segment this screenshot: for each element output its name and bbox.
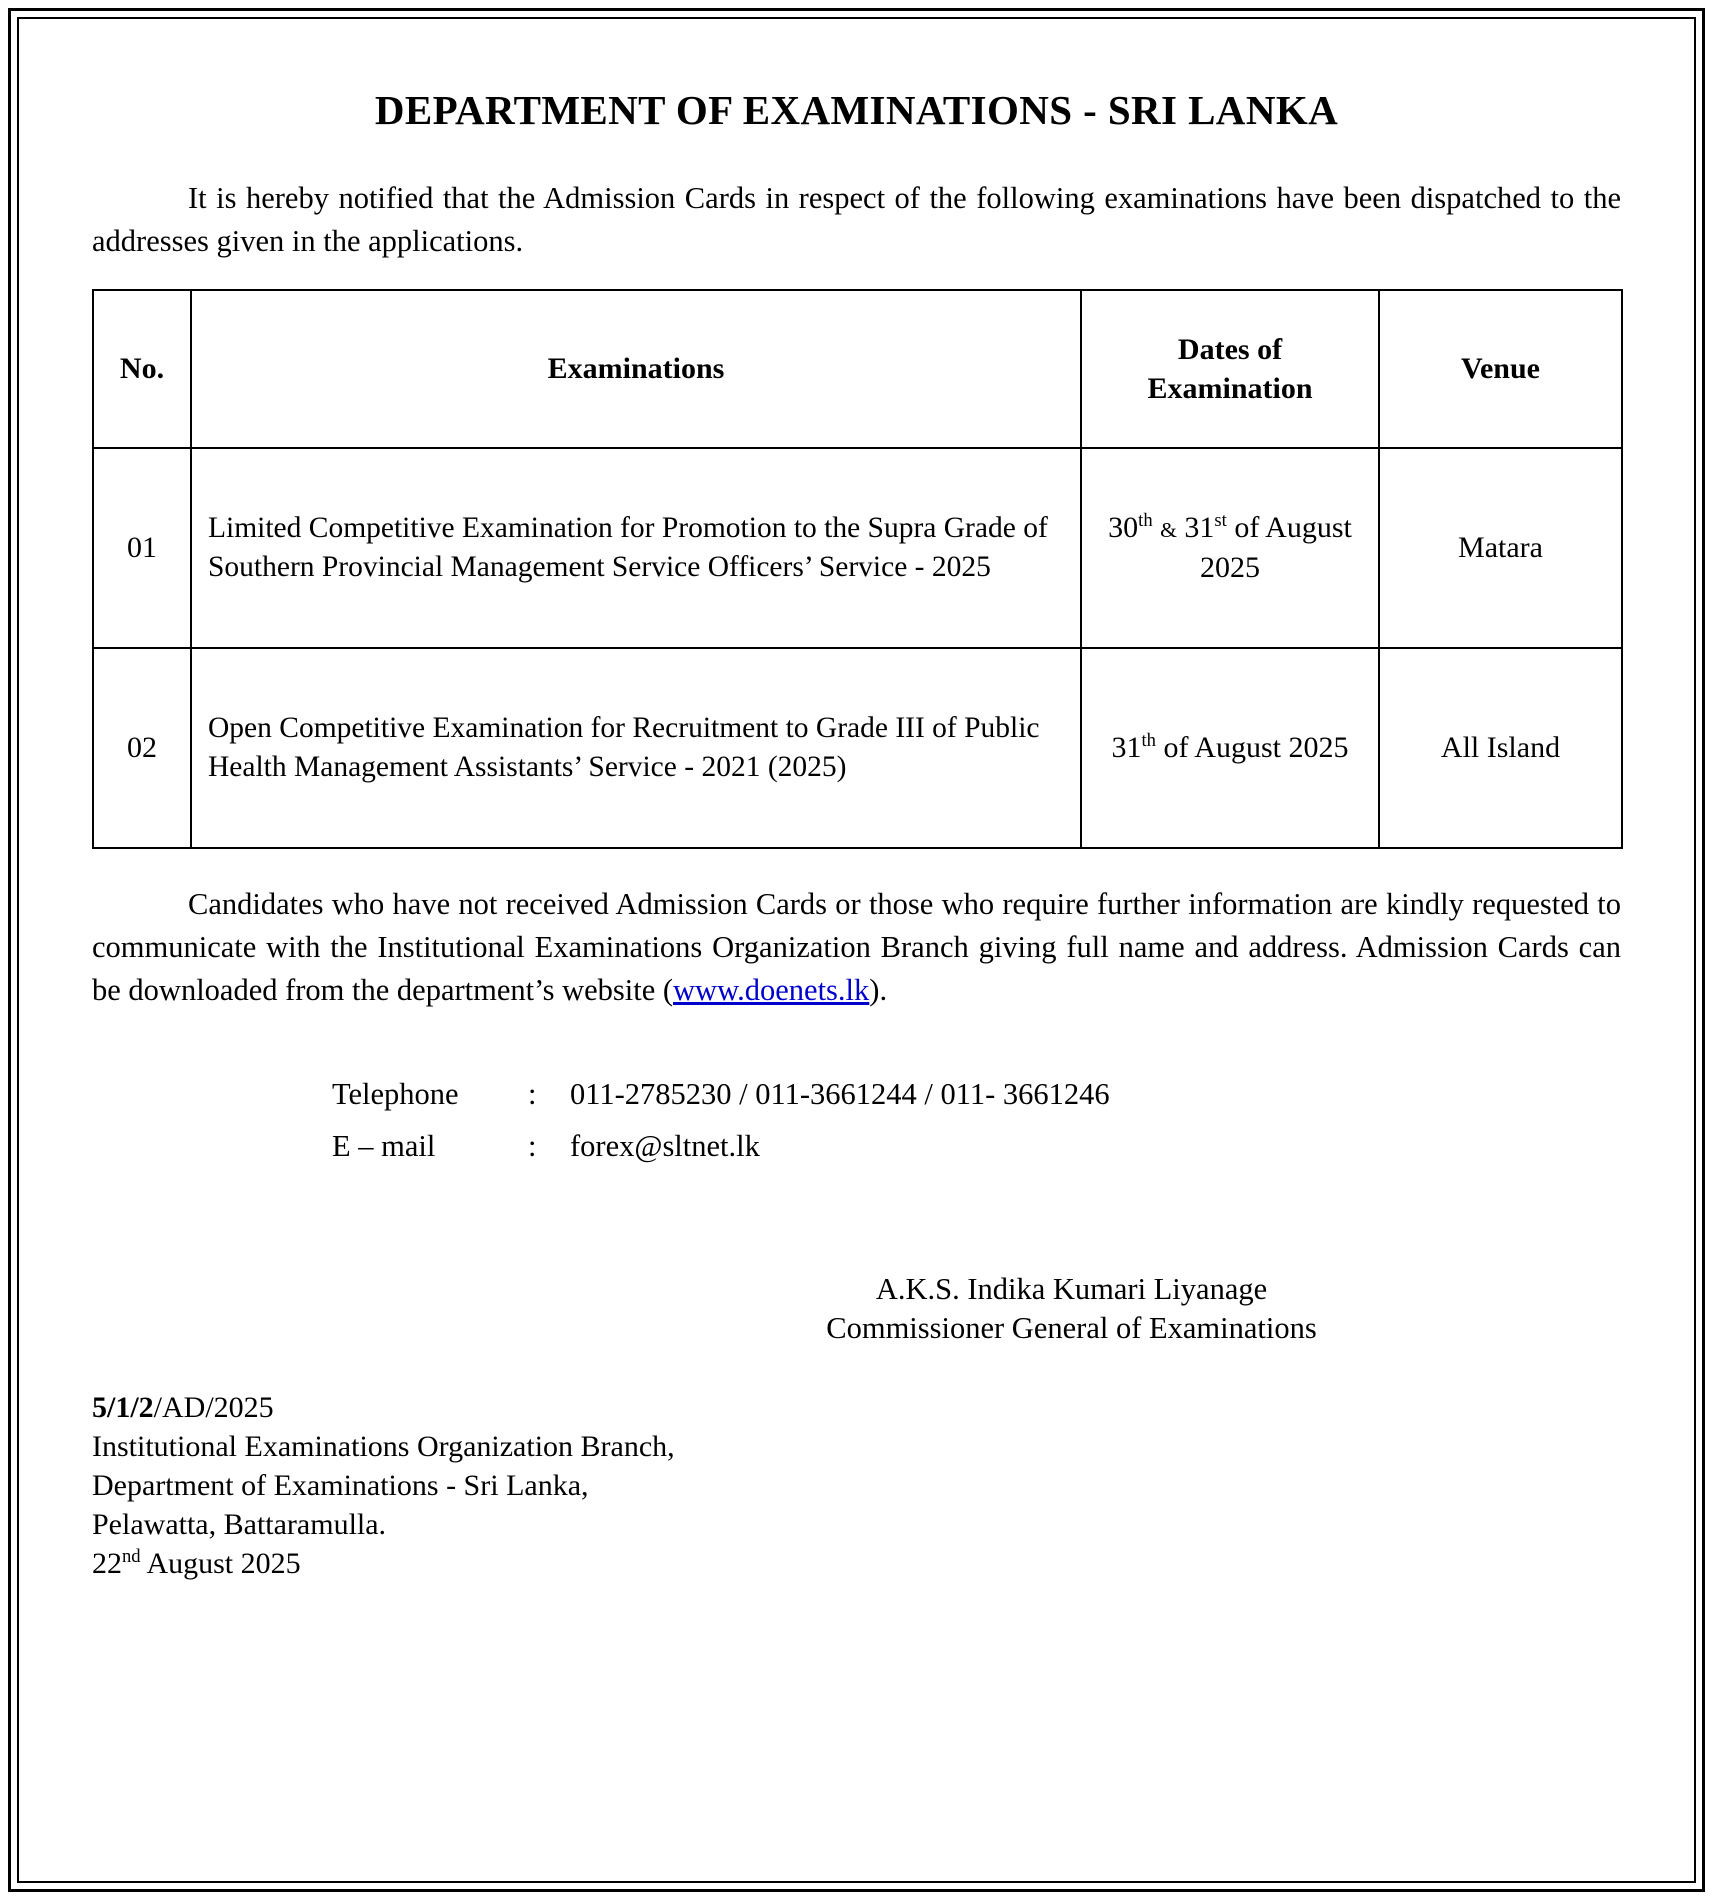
intro-paragraph: It is hereby notified that the Admission Cards in respect of the following examinations have been dispatched to the addresses given in the applications. bbox=[92, 181, 1621, 259]
telephone-colon: : bbox=[528, 1076, 537, 1111]
signatory-name: A.K.S. Indika Kumari Liyanage bbox=[875, 1271, 1268, 1306]
notice-paragraph bbox=[92, 883, 1621, 1013]
telephone-row bbox=[332, 1076, 1621, 1111]
reference-number-suffix: /AD/2025 bbox=[153, 1390, 274, 1424]
row-venue: Matara bbox=[1379, 448, 1622, 648]
date-conjunction: & bbox=[1160, 517, 1177, 542]
email-value: forex@sltnet.lk bbox=[570, 1129, 760, 1164]
date-tail: of August 2025 bbox=[1200, 510, 1352, 584]
address-line-3: Pelawatta, Battaramulla. bbox=[92, 1507, 387, 1541]
email-label: E – mail bbox=[332, 1129, 436, 1164]
row-examination-name: Open Competitive Examination for Recruitment to Grade III of Public Health Management Assistants’ Service - 2021 (2025) bbox=[191, 648, 1081, 848]
table-row bbox=[93, 648, 1622, 848]
row-exam-dates bbox=[1081, 648, 1379, 848]
date-ordinal-1: th bbox=[1141, 729, 1156, 751]
contact-details bbox=[332, 1076, 1621, 1164]
column-header-examinations: Examinations bbox=[191, 290, 1081, 448]
column-header-no: No. bbox=[93, 290, 191, 448]
column-header-venue: Venue bbox=[1379, 290, 1622, 448]
examinations-table bbox=[92, 289, 1623, 849]
footer-address-block bbox=[92, 1388, 1621, 1583]
date-day-2: 31 bbox=[1184, 510, 1215, 544]
row-number: 02 bbox=[93, 648, 191, 848]
page-title: DEPARTMENT OF EXAMINATIONS - SRI LANKA bbox=[374, 87, 1339, 133]
signature-block bbox=[92, 1270, 1621, 1348]
row-number: 01 bbox=[93, 448, 191, 648]
date-ordinal-2: st bbox=[1214, 509, 1227, 531]
column-header-dates bbox=[1081, 290, 1379, 448]
footer-date-day: 22 bbox=[92, 1546, 122, 1580]
table-header-row bbox=[93, 290, 1622, 448]
address-line-2: Department of Examinations - Sri Lanka, bbox=[92, 1468, 589, 1502]
email-row bbox=[332, 1131, 1621, 1162]
reference-number-prefix: 5/1/2 bbox=[92, 1390, 154, 1424]
telephone-label: Telephone bbox=[332, 1076, 459, 1111]
telephone-value: 011-2785230 / 011-3661244 / 011- 3661246 bbox=[570, 1076, 1110, 1111]
reference-number bbox=[92, 1388, 1621, 1427]
date-day-1: 30 bbox=[1108, 510, 1139, 544]
footer-date bbox=[92, 1544, 1621, 1583]
date-day-1: 31 bbox=[1111, 730, 1142, 764]
date-ordinal-1: th bbox=[1138, 509, 1153, 531]
footer-date-rest: August 2025 bbox=[140, 1546, 301, 1580]
document-body bbox=[34, 34, 1679, 1866]
doenets-website-link[interactable]: www.doenets.lk bbox=[673, 973, 870, 1008]
address-line-1: Institutional Examinations Organization Branch, bbox=[92, 1429, 675, 1463]
table-row bbox=[93, 448, 1622, 648]
signatory-designation: Commissioner General of Examinations bbox=[826, 1310, 1317, 1345]
column-header-dates-line1: Dates of bbox=[1177, 332, 1283, 366]
row-examination-name: Limited Competitive Examination for Promotion to the Supra Grade of Southern Provincial Management Service Officers’ Service - 2025 bbox=[191, 448, 1081, 648]
notice-text-after-link: ). bbox=[869, 973, 888, 1008]
email-colon: : bbox=[528, 1129, 537, 1164]
footer-date-ordinal: nd bbox=[122, 1545, 141, 1567]
row-exam-dates bbox=[1081, 448, 1379, 648]
row-venue: All Island bbox=[1379, 648, 1622, 848]
column-header-dates-line2: Examination bbox=[1147, 371, 1313, 405]
notice-text-before-link: Candidates who have not received Admission Cards or those who require further information are kindly requested to communicate with the Institutional Examinations Organization Branch giving full name and address. Admission Cards can be downloaded from the department’s website ( bbox=[92, 886, 1621, 1008]
date-tail: of August 2025 bbox=[1155, 730, 1349, 764]
